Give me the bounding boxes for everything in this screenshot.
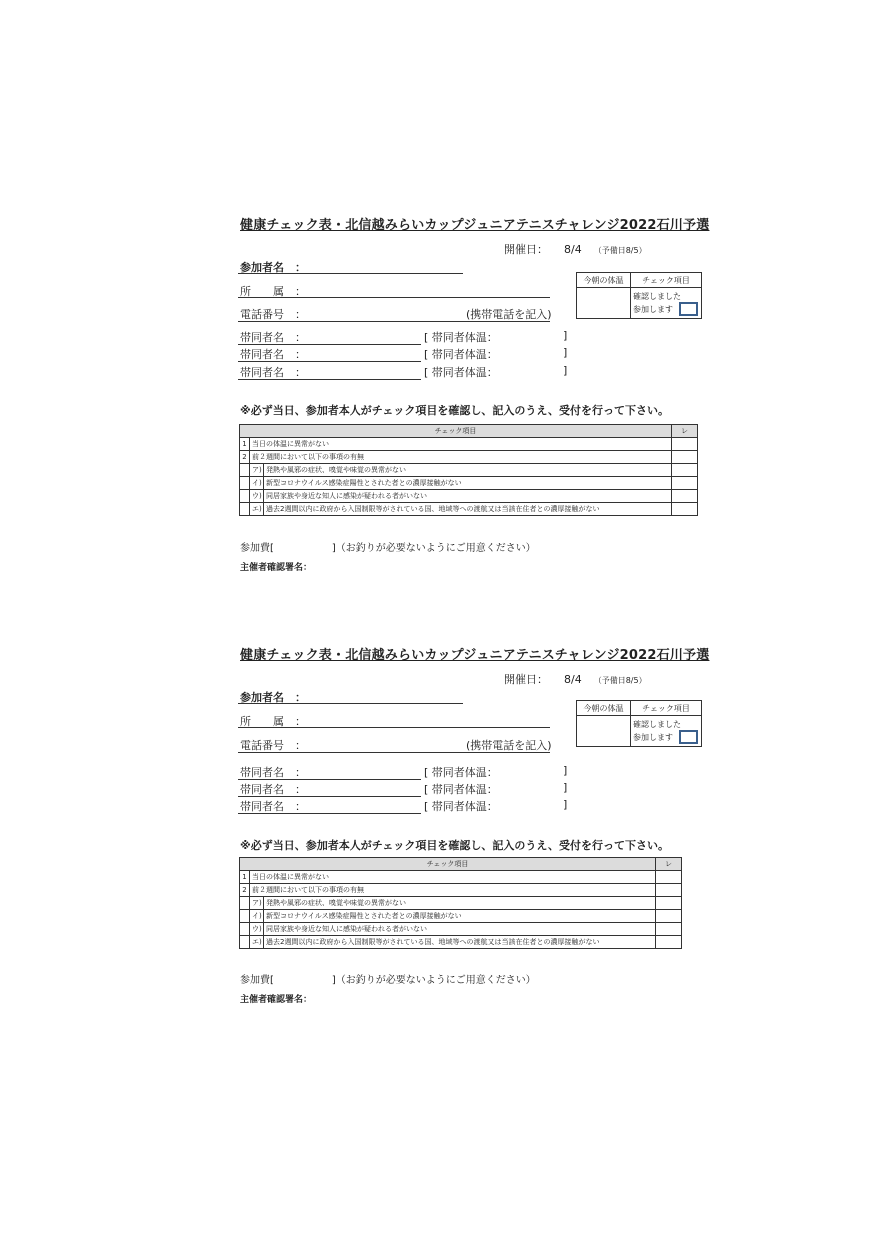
phone-note: (携帯電話を記入) [466, 308, 552, 321]
companion-name-1[interactable]: 帯同者名 ： [240, 331, 306, 344]
companion-temp-close-2: ] [563, 781, 568, 794]
check-cell[interactable] [672, 490, 698, 503]
date-label: 開催日： [504, 243, 548, 256]
table-row: エ) 過去2週間以内に政府から入国制限等がされている国、地域等への渡航又は当該在住者との濃厚接触がない [240, 503, 698, 516]
phone-underline [238, 752, 550, 753]
table-row: 2 前２週間において以下の事項の有無 [240, 451, 698, 464]
phone-field[interactable] [240, 737, 306, 753]
phone-field[interactable] [240, 306, 306, 322]
checklist-header-row: チェック項目 レ [240, 858, 682, 871]
companion-temp-close-3: ] [563, 364, 568, 377]
check-cell[interactable] [656, 910, 682, 923]
organizer-signature[interactable]: 主催者確認署名： [240, 563, 313, 573]
affiliation-underline [238, 727, 550, 728]
check-cell[interactable] [672, 477, 698, 490]
table-row: 1 当日の体温に異常がない [240, 871, 682, 884]
notice-text: ※必ず当日、参加者本人がチェック項目を確認し、記入のうえ、受付を行って下さい。 [240, 839, 670, 852]
checklist-header-row: チェック項目 レ [240, 425, 698, 438]
check-cell[interactable] [672, 503, 698, 516]
checklist-table [239, 857, 682, 949]
table-row: エ) 過去2週間以内に政府から入国制限等がされている国、地域等への渡航又は当該在住者との濃厚接触がない [240, 936, 682, 949]
check-cell[interactable] [656, 936, 682, 949]
phone-label: 電話番号 ： [240, 739, 306, 752]
companion-temp-2[interactable]: [ 帯同者体温： [424, 783, 498, 796]
confirm-checkbox[interactable] [679, 302, 698, 316]
event-date [504, 241, 647, 257]
confirm-cell: 確認しました 参加します [631, 288, 702, 319]
temp-input[interactable] [577, 716, 631, 747]
affiliation-label: 所 属 ： [240, 715, 306, 728]
confirm-checkbox[interactable] [679, 730, 698, 744]
check-cell[interactable] [656, 871, 682, 884]
companion-temp-1[interactable]: [ 帯同者体温： [424, 766, 498, 779]
participant-underline [238, 273, 463, 274]
table-row: イ) 新型コロナウイルス感染症陽性とされた者との濃厚接触がない [240, 477, 698, 490]
companion-underline-1 [238, 344, 421, 345]
companion-name-3[interactable]: 帯同者名 ： [240, 800, 306, 813]
companion-name-1[interactable]: 帯同者名 ： [240, 766, 306, 779]
date-label: 開催日： [504, 673, 548, 686]
companion-temp-3[interactable]: [ 帯同者体温： [424, 366, 498, 379]
participation-fee[interactable]: 参加費[ ]（お釣りが必要ないようにご用意ください） [240, 543, 536, 554]
affiliation-underline [238, 297, 550, 298]
health-check-form-2 [0, 640, 890, 1070]
check-cell[interactable] [656, 897, 682, 910]
table-row: イ) 新型コロナウイルス感染症陽性とされた者との濃厚接触がない [240, 910, 682, 923]
date-reserve: （予備日8/5） [593, 676, 647, 685]
form-title: 健康チェック表・北信越みらいカップジュニアテニスチャレンジ2022石川予選 [240, 648, 710, 663]
affiliation-label: 所 属 ： [240, 285, 306, 298]
companion-name-3[interactable]: 帯同者名 ： [240, 366, 306, 379]
companion-temp-close-3: ] [563, 798, 568, 811]
table-row: 2 前２週間において以下の事項の有無 [240, 884, 682, 897]
temp-header: 今朝の体温 [577, 701, 631, 716]
participant-underline [238, 703, 463, 704]
organizer-signature[interactable]: 主催者確認署名： [240, 995, 313, 1005]
participation-fee[interactable]: 参加費[ ]（お釣りが必要ないようにご用意ください） [240, 975, 536, 986]
companion-temp-2[interactable]: [ 帯同者体温： [424, 348, 498, 361]
companion-temp-close-2: ] [563, 346, 568, 359]
companion-temp-3[interactable]: [ 帯同者体温： [424, 800, 498, 813]
date-value: 8/4 [564, 673, 582, 686]
temp-input[interactable] [577, 288, 631, 319]
table-row: ア) 発熱や風邪の症状、嗅覚や味覚の異常がない [240, 897, 682, 910]
companion-underline-3 [238, 379, 421, 380]
companion-temp-1[interactable]: [ 帯同者体温： [424, 331, 498, 344]
phone-note: (携帯電話を記入) [466, 739, 552, 752]
phone-underline [238, 321, 550, 322]
phone-label: 電話番号 ： [240, 308, 306, 321]
companion-temp-close-1: ] [563, 764, 568, 777]
temperature-box [576, 272, 702, 319]
companion-underline-1 [238, 779, 421, 780]
temperature-box [576, 700, 702, 747]
checklist-table [239, 424, 698, 516]
table-row: 1 当日の体温に異常がない [240, 438, 698, 451]
companion-underline-3 [238, 813, 421, 814]
companion-name-2[interactable]: 帯同者名 ： [240, 783, 306, 796]
check-cell[interactable] [672, 451, 698, 464]
companion-name-2[interactable]: 帯同者名 ： [240, 348, 306, 361]
check-header: チェック項目 [631, 273, 702, 288]
companion-underline-2 [238, 361, 421, 362]
date-value: 8/4 [564, 243, 582, 256]
temp-header: 今朝の体温 [577, 273, 631, 288]
form-title: 健康チェック表・北信越みらいカップジュニアテニスチャレンジ2022石川予選 [240, 218, 710, 233]
table-row: ウ) 同居家族や身近な知人に感染が疑われる者がいない [240, 923, 682, 936]
companion-temp-close-1: ] [563, 329, 568, 342]
check-cell[interactable] [656, 923, 682, 936]
participant-label: 参加者名 ： [240, 261, 306, 274]
confirm-cell: 確認しました 参加します [631, 716, 702, 747]
table-row: ア) 発熱や風邪の症状、嗅覚や味覚の異常がない [240, 464, 698, 477]
check-header: チェック項目 [631, 701, 702, 716]
check-cell[interactable] [672, 464, 698, 477]
date-reserve: （予備日8/5） [593, 246, 647, 255]
companion-underline-2 [238, 796, 421, 797]
participant-label: 参加者名 ： [240, 691, 306, 704]
check-cell[interactable] [656, 884, 682, 897]
event-date [504, 671, 647, 687]
notice-text: ※必ず当日、参加者本人がチェック項目を確認し、記入のうえ、受付を行って下さい。 [240, 404, 670, 417]
check-cell[interactable] [672, 438, 698, 451]
health-check-form-1 [0, 210, 890, 640]
table-row: ウ) 同居家族や身近な知人に感染が疑われる者がいない [240, 490, 698, 503]
